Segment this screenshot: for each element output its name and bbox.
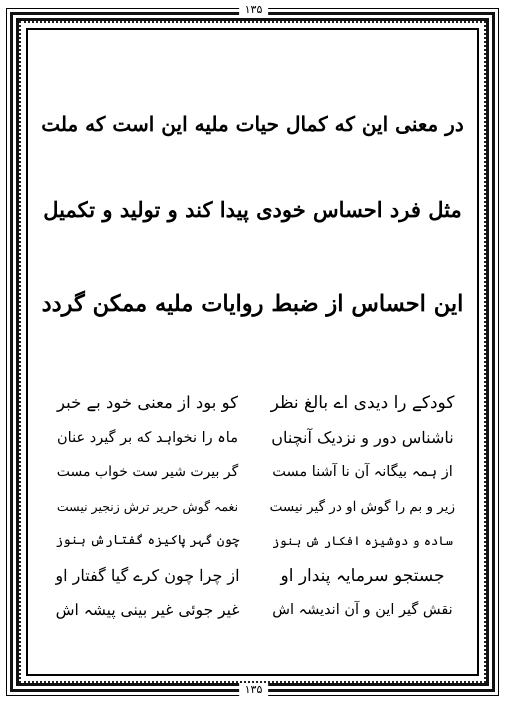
verse-right: زیر و بم را گوش او در گیر نیست bbox=[270, 498, 455, 515]
verse-right: ناشناس دور و نزدیک آنچناں bbox=[271, 427, 454, 447]
verse-left: کو بود از معنی خود بے خبر bbox=[56, 393, 238, 413]
verse-block bbox=[55, 386, 455, 628]
couplet bbox=[55, 490, 455, 525]
verse-left: چون گہر پاکیزہ گفتارش ہنوز bbox=[55, 533, 240, 549]
verse-left: غیر جوئی غیر بینی پیشہ اش bbox=[55, 601, 240, 620]
verse-right: کودکے را دیدی اے بالغ نظر bbox=[270, 393, 455, 414]
heading-line-2: مثل فرد احساس خودی پیدا کند و تولید و تکمیل bbox=[43, 197, 462, 222]
couplet bbox=[55, 455, 455, 490]
verse-right: از ہمہ بیگانہ آن نا آشنا مست bbox=[272, 464, 453, 481]
heading-line-3: این احساس از ضبط روایات ملیه ممکن گردد bbox=[41, 291, 464, 317]
heading-line-1: در معنی این که کمال حیات ملیه این است که ملت bbox=[41, 112, 464, 136]
verse-right: سادہ و دوشیزہ افکار ش ہنوز bbox=[272, 533, 453, 549]
verse-right: نقش گیر این و آن اندیشہ اش bbox=[272, 602, 453, 619]
page-number-top: ۱۳۵ bbox=[239, 3, 269, 17]
page-number-bottom: ۱۳۵ bbox=[239, 683, 269, 697]
verse-left: ماہ را نخواہد که بر گیرد عنان bbox=[57, 429, 238, 446]
verse-left: نغمہ گوش حریر ترش زنجیر نیست bbox=[56, 498, 239, 514]
couplet bbox=[55, 559, 455, 594]
couplet bbox=[55, 386, 455, 421]
verse-left: از چرا چون کرے گیا گفتار او bbox=[55, 565, 240, 585]
couplet bbox=[55, 593, 455, 628]
verse-right: جستجو سرمایہ پندار او bbox=[280, 565, 445, 586]
couplet bbox=[55, 421, 455, 456]
couplet bbox=[55, 524, 455, 559]
verse-left: گر بیرت شیر ست خواب مست bbox=[56, 464, 239, 481]
